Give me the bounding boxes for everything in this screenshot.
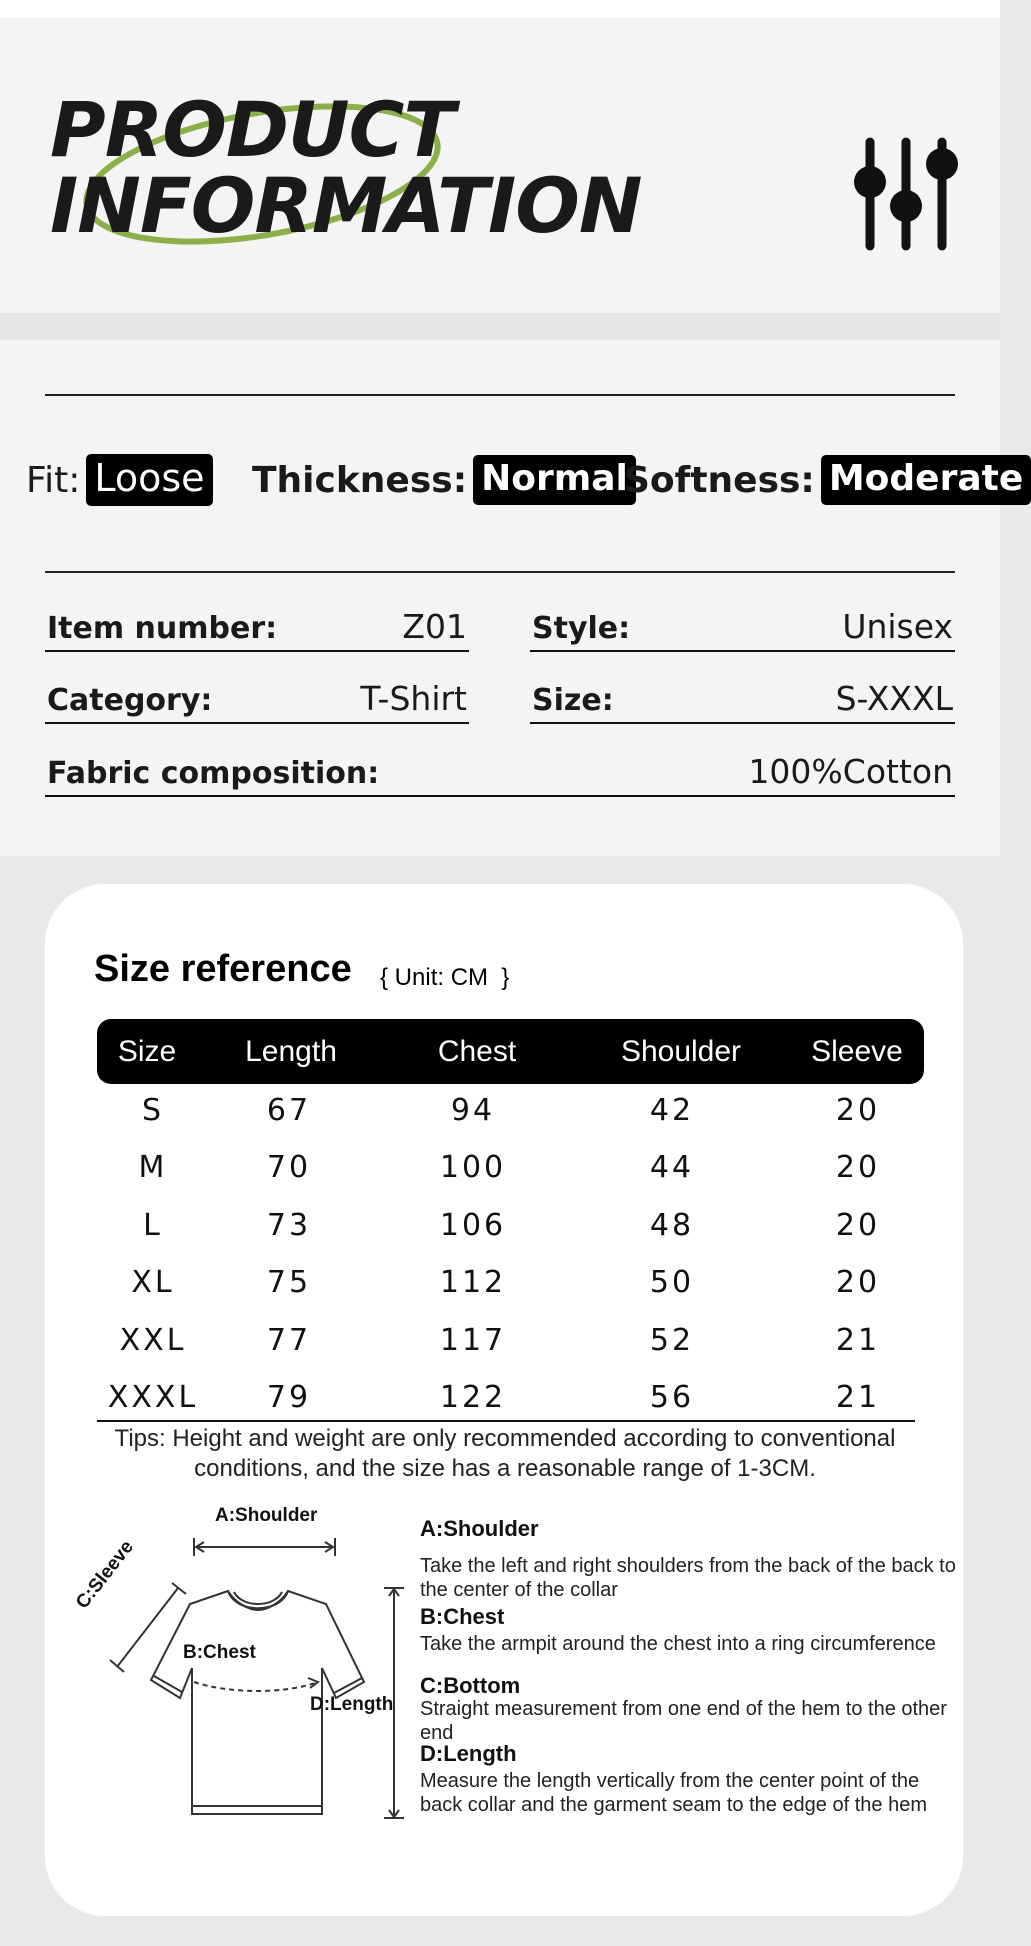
table-cell: 77 [266,1323,312,1358]
measure-text-shoulder: Take the left and right shoulders from the back of the back to the center of the collar [420,1555,956,1601]
table-cell: 48 [649,1208,695,1243]
table-cell: 94 [450,1093,496,1128]
column-header-size: Size [117,1035,177,1068]
measure-title-shoulder: A:Shoulder [420,1516,539,1541]
table-cell: 20 [835,1265,881,1300]
length-label: D:Length [310,1694,394,1715]
spec-label: Size: [532,683,614,718]
table-row [97,1197,924,1254]
divider-band [0,313,1000,340]
table-cell: 21 [835,1323,881,1358]
table-cell: 56 [649,1380,695,1415]
attribute-label: Softness: [624,459,815,501]
attribute-label: Thickness: [252,459,468,501]
table-row [97,1369,924,1426]
spec-value: 100%Cotton [748,752,953,791]
chest-label: B:Chest [183,1642,256,1663]
table-row [97,1139,924,1196]
shoulder-label: A:Shoulder [215,1505,318,1526]
divider-line [45,394,955,396]
table-row [97,1312,924,1369]
table-cell: XL [131,1265,175,1300]
table-row [97,1082,924,1139]
table-cell: 21 [835,1380,881,1415]
attribute-label: Fit: [26,459,81,501]
size-tips [95,1424,915,1484]
table-cell: 70 [266,1150,312,1185]
spec-value: Z01 [402,607,467,646]
table-cell: 20 [835,1150,881,1185]
divider-line [45,571,955,573]
column-header-sleeve: Sleeve [811,1035,903,1068]
sleeve-label: C:Sleeve [72,1536,138,1613]
table-cell: 42 [649,1093,695,1128]
column-header-chest: Chest [437,1035,517,1068]
spec-size [530,674,955,724]
table-cell: L [143,1208,163,1243]
table-cell: 117 [439,1323,507,1358]
table-cell: XXL [119,1323,187,1358]
attribute-softness [624,450,1031,510]
size-reference-title: Size reference [94,948,352,990]
table-cell: 100 [439,1150,507,1185]
measure-text-bottom: Straight measurement from one end of the hem to the other end [420,1698,947,1744]
table-cell: 73 [266,1208,312,1243]
table-cell: 20 [835,1208,881,1243]
table-bottom-rule [97,1420,915,1422]
table-cell: 50 [649,1265,695,1300]
spec-value: Unisex [842,607,953,646]
attribute-badge: Moderate [821,455,1031,505]
size-table-header [97,1019,924,1084]
column-header-length: Length [245,1035,337,1068]
attribute-badge: Loose [86,454,212,506]
spec-label: Category: [47,683,213,718]
measure-title-length: D:Length [420,1741,517,1766]
title-line-2: INFORMATION [50,161,642,250]
tips-line: Tips: Height and weight are only recommended according to conventional [114,1425,896,1452]
spec-fabric [45,747,955,797]
table-cell: 52 [649,1323,695,1358]
measure-text-chest: Take the armpit around the chest into a ring circumference [420,1633,936,1655]
spec-label: Fabric composition: [47,756,380,791]
spec-value: T-Shirt [360,679,467,718]
table-cell: M [138,1150,168,1185]
attribute-thickness [252,450,636,510]
measure-title-bottom: C:Bottom [420,1673,521,1698]
spec-value: S-XXXL [835,679,953,718]
table-cell: 44 [649,1150,695,1185]
column-header-shoulder: Shoulder [620,1035,742,1068]
page-title [50,78,642,258]
table-row [97,1254,924,1311]
title-line-1: PRODUCT [50,85,455,174]
tips-line: conditions, and the size has a reasonable range of 1-3CM. [194,1455,816,1482]
top-strip [0,0,1000,18]
spec-item-number [45,602,469,652]
size-unit-label: { Unit: CM } [380,964,510,991]
measure-title-chest: B:Chest [420,1604,505,1629]
table-cell: XXXL [107,1380,199,1415]
attribute-badge: Normal [473,455,636,505]
table-cell: 79 [266,1380,312,1415]
table-cell: 67 [266,1093,312,1128]
attribute-fit [26,450,213,510]
table-cell: 75 [266,1265,312,1300]
spec-label: Style: [532,611,631,646]
table-cell: 122 [439,1380,507,1415]
table-cell: 112 [439,1265,507,1300]
spec-category [45,674,469,724]
sliders-icon [850,138,962,250]
table-cell: S [141,1093,165,1128]
spec-style [530,602,955,652]
table-cell: 106 [439,1208,507,1243]
spec-label: Item number: [47,611,278,646]
table-cell: 20 [835,1093,881,1128]
measure-text-length: Measure the length vertically from the center point of the back collar and the garment seam to the edge of the hem [420,1770,927,1816]
